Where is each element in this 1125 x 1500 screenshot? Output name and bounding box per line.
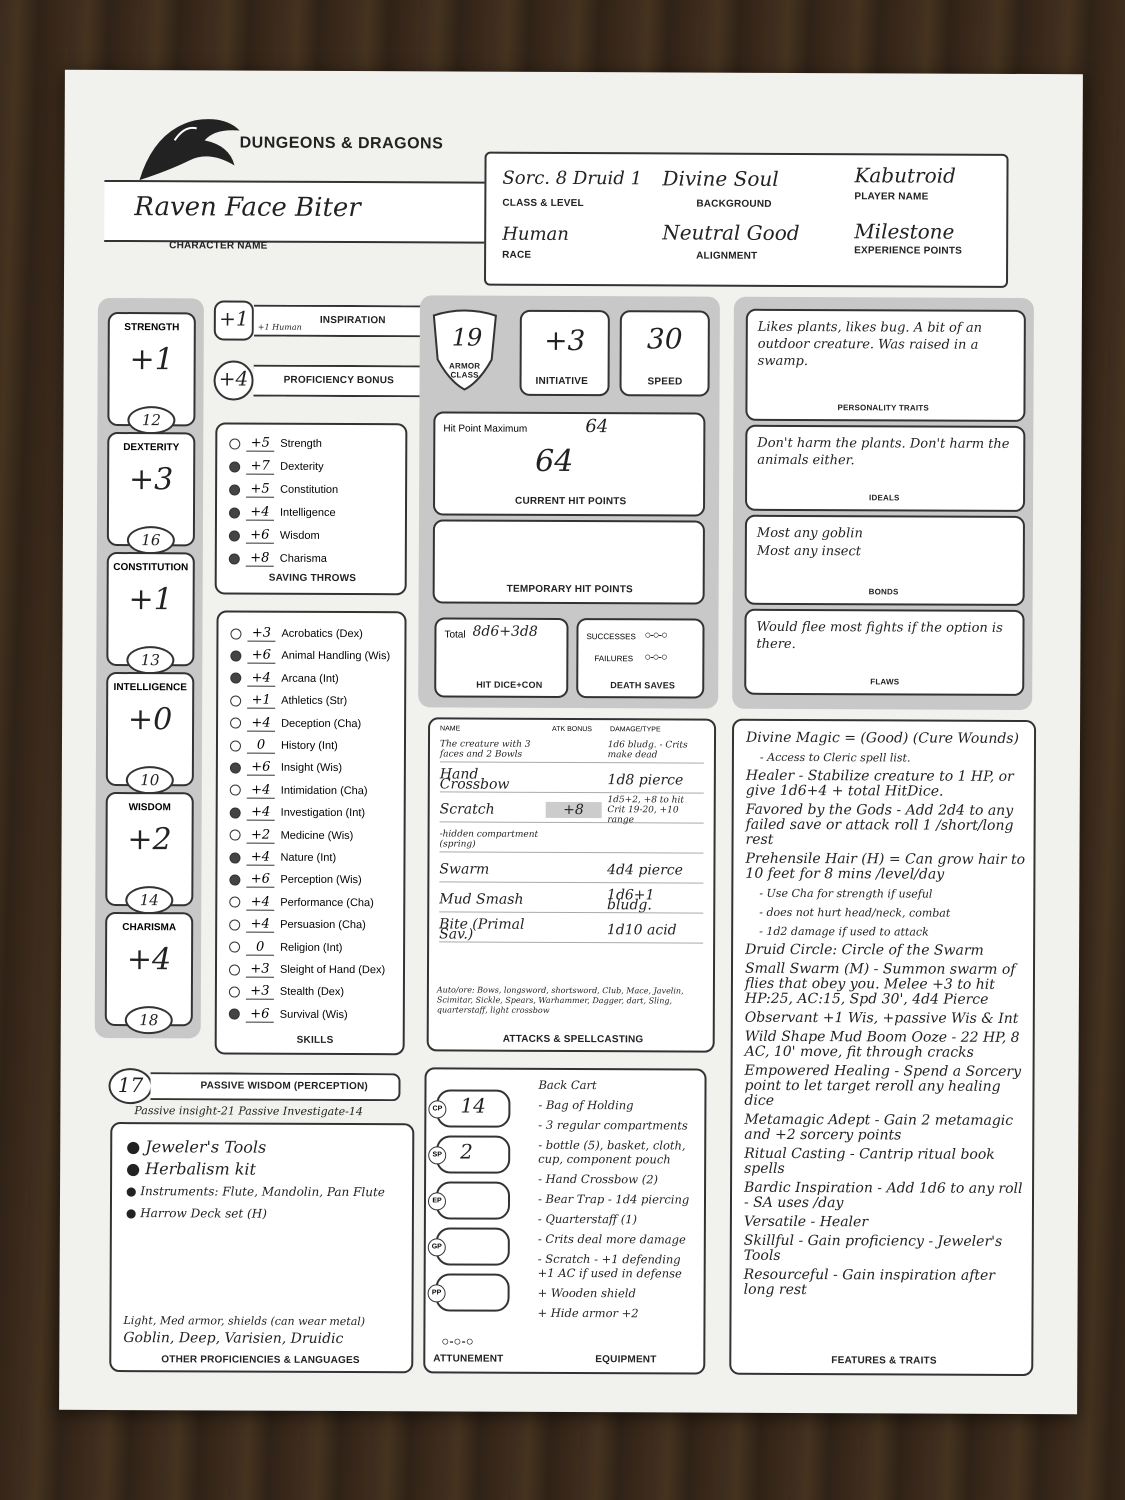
attack-name: Hand Crossbow [439,766,510,793]
proficiency-text: Instruments: Flute, Mandolin, Pan Flute [140,1184,385,1200]
ability-score: 10 [126,766,174,794]
skill-modifier: +4 [247,715,275,731]
skill-row[interactable] [230,667,339,689]
bullet-icon: ● [126,1184,141,1199]
skill-row[interactable] [229,847,336,869]
speed-value: 30 [646,322,683,356]
feature-line: Bardic Inspiration - Add 1d6 to any roll - SA uses /day [743,1179,1023,1212]
skill-row[interactable] [229,891,374,914]
skills-list [219,612,405,1022]
saving-throw-row[interactable] [229,502,336,524]
feature-line: - does not hurt head/neck, combat [759,905,951,920]
feature-line: Favored by the Gods - Add 2d4 to any failed save or attack roll 1 /short/long rest [745,801,1014,848]
proficiency-dot[interactable] [230,785,241,796]
skill-modifier: +3 [247,626,275,642]
attack-row[interactable] [440,767,704,793]
skill-name: Animal Handling (Wis) [281,650,391,663]
skill-name: Persuasion (Cha) [280,918,366,932]
skill-row[interactable] [230,802,365,825]
character-name-label: CHARACTER NAME [169,240,268,252]
personality-value: Likes plants, likes bug. A bit of an outdoor creature. Was raised in a swamp. [757,319,982,370]
skill-name: Religion (Int) [280,941,343,954]
class-level-label: CLASS & LEVEL [502,197,584,210]
attacks-notes: Auto/ore: Bows, longsword, shortsword, Club, Mace, Javelin, Scimitar, Sickle, Spears, Warhammer, Dagger, dart, Sling, quarterstaff, light crossbow [436,985,684,1015]
skill-name: Deception (Cha) [281,717,362,730]
attack-bonus: +8 [546,802,602,818]
bonds-box[interactable] [745,515,1025,606]
inspiration-value: +1 [219,306,249,331]
ability-modifier: +2 [127,822,172,858]
proficiency-dot[interactable] [229,874,240,885]
skill-name: Intimidation (Cha) [280,784,368,797]
equipment-line: - Bag of Holding [538,1097,634,1113]
passive-wisdom-circle[interactable] [108,1068,152,1104]
skill-row[interactable] [230,645,390,668]
temp-hp-label: TEMPORARY HIT POINTS [506,583,633,596]
skill-modifier: +3 [246,962,274,978]
skill-name: Nature (Int) [280,851,337,864]
passive-wisdom-bar [150,1072,400,1101]
saving-throw-modifier: +8 [246,551,274,567]
proficiency-value: +4 [218,366,249,391]
coin-code: PP [428,1284,446,1302]
temp-hp-box[interactable] [433,519,705,604]
ability-score: 16 [127,526,175,554]
proficiency-dot[interactable] [229,852,240,863]
attacks-col-name: NAME [440,725,461,733]
armor-class-label: ARMOR CLASS [449,361,481,380]
ability-charisma[interactable] [105,912,193,1030]
ability-name: CHARISMA [122,922,177,934]
attack-damage: 1d5+2, +8 to hit Crit 19-20, +10 range [607,795,685,826]
skill-row[interactable] [230,779,368,802]
skill-modifier: +6 [246,1006,274,1022]
bullet-icon: ● [125,1206,141,1221]
logo-title: DUNGEONS & DRAGONS [239,134,444,153]
skill-name: Stealth (Dex) [279,986,345,999]
equipment-line: - Hand Crossbow (2) [538,1171,659,1187]
ability-name: CONSTITUTION [113,562,189,574]
proficiency-dot[interactable] [229,484,240,495]
attack-row[interactable] [439,887,703,913]
saving-throw-name: Constitution [280,483,339,496]
attack-name: Scratch [439,801,495,818]
ability-strength[interactable] [107,312,195,430]
attack-row[interactable] [439,917,703,943]
coin-code: SP [428,1146,446,1164]
equipment-line: Back Cart [538,1077,597,1093]
features-box [729,719,1036,1376]
coin-pp[interactable] [431,1273,510,1311]
attack-row[interactable] [440,737,704,763]
inspiration-box[interactable] [214,300,254,340]
header-info-box [484,152,1009,288]
coin-value: 2 [460,1139,473,1164]
proficiency-dot[interactable] [229,438,240,449]
equipment-line: + Wooden shield [537,1285,636,1301]
skill-row[interactable] [229,869,361,892]
proficiency-dot[interactable] [230,762,241,773]
attack-damage: 1d10 acid [606,922,677,939]
armor-class-value: 19 [451,323,483,352]
skill-name: Insight (Wis) [280,762,343,775]
armor-proficiency: Light, Med armor, shields (can wear metal) [123,1314,366,1329]
ability-name: INTELLIGENCE [113,682,187,694]
ability-score: 14 [125,886,173,914]
skill-modifier: +4 [247,670,275,686]
attunement-circles[interactable]: ○-○-○ [441,1333,474,1349]
saving-throws-label: SAVING THROWS [268,572,357,585]
saving-throw-modifier: +5 [246,482,274,498]
ability-wisdom[interactable] [105,792,193,910]
skill-modifier: +1 [247,693,275,709]
feature-line: Metamagic Adept - Gain 2 metamagic and +2 sorcery points [744,1111,1014,1144]
speed-box[interactable] [620,310,710,396]
attacks-label: ATTACKS & SPELLCASTING [502,1033,644,1046]
skill-modifier: 0 [246,939,274,955]
skill-row[interactable] [229,1003,348,1026]
current-hp-box[interactable] [433,411,705,516]
proficiency-box[interactable] [213,360,253,400]
inspiration-bar [254,305,436,338]
feature-line: Observant +1 Wis, +passive Wis & Int [744,1009,1019,1027]
proficiency-dot[interactable] [229,942,240,953]
bullet-icon: ● [126,1159,146,1179]
saving-throw-name: Intelligence [279,506,336,519]
proficiency-dot[interactable] [229,553,240,564]
ability-name: DEXTERITY [123,442,180,454]
saving-throw-name: Strength [280,437,322,450]
race-value[interactable]: Human [502,223,569,245]
feature-line: Druid Circle: Circle of the Swarm [745,941,984,959]
saving-throw-row[interactable] [229,525,320,547]
coin-code: GP [428,1238,446,1256]
alignment-label: ALIGNMENT [696,250,758,262]
ideals-box[interactable] [745,425,1025,512]
skill-row[interactable] [230,757,342,779]
flaws-label: FLAWS [870,677,900,687]
background-label: BACKGROUND [696,198,772,210]
saving-throw-modifier: +5 [246,436,274,452]
skill-modifier: +6 [247,648,275,664]
character-sheet [59,70,1083,1414]
skill-modifier: +2 [247,827,275,843]
proficiency-dot[interactable] [230,807,241,818]
bonds-line-2: Most any insect [756,543,862,560]
feature-line: - Use Cha for strength if useful [759,886,933,901]
hp-current-value: 64 [535,443,574,480]
proficiency-list [126,1136,385,1225]
hit-dice-total-label: Total [444,629,466,641]
attack-damage: 1d6+1 bludg. [606,887,655,914]
equipment-label: EQUIPMENT [595,1354,657,1366]
proficiency-dot[interactable] [230,830,241,841]
initiative-label: INITIATIVE [535,375,588,388]
ability-dexterity[interactable] [107,432,195,550]
attack-name: The creature with 3 faces and 2 Bowls [439,739,531,760]
ideals-value: Don't harm the plants. Don't harm the animals either. [757,435,1010,469]
proficiency-label: PROFICIENCY BONUS [283,374,395,387]
skill-name: Arcana (Int) [281,672,339,685]
saving-throw-modifier: +6 [246,528,274,544]
skill-modifier: +4 [247,782,275,798]
inspiration-note: +1 Human [257,322,302,332]
passive-wisdom-value: 17 [117,1073,144,1098]
skill-row[interactable] [230,712,361,735]
ability-modifier: +0 [127,702,173,738]
hit-dice-box[interactable] [434,617,568,698]
death-saves-label: DEATH SAVES [610,680,676,691]
saving-throw-modifier: +7 [246,459,274,475]
feature-line: - 1d2 damage if used to attack [759,924,929,939]
saving-throw-name: Dexterity [280,460,324,473]
flaws-value: Would flee most fights if the option is there. [756,619,1003,652]
skill-name: History (Int) [280,739,338,752]
attack-damage: 4d4 pierce [607,862,683,879]
attacks-box [427,717,716,1052]
coin-gp[interactable] [431,1227,510,1265]
armor-class-shield[interactable] [430,309,500,391]
equipment-box [423,1067,706,1374]
experience-label: EXPERIENCE POINTS [854,245,963,257]
hp-max-label: Hit Point Maximum [443,423,528,435]
saving-throw-row[interactable] [229,548,327,570]
personality-label: PERSONALITY TRAITS [837,403,929,413]
skills-label: SKILLS [296,1034,334,1046]
skill-modifier: 0 [247,738,275,754]
hp-current-label: CURRENT HIT POINTS [515,495,627,508]
proficiency-dot[interactable] [230,695,241,706]
skill-name: Survival (Wis) [279,1008,348,1021]
bonds-line-1: Most any goblin [756,525,863,542]
skill-name: Athletics (Str) [281,694,348,708]
ability-score: 12 [127,406,175,434]
skill-row[interactable] [230,824,354,847]
coin-ep[interactable] [432,1181,510,1219]
proficiency-item [126,1136,385,1159]
successes-label: SUCCESSES [586,632,636,642]
ability-name: WISDOM [128,802,171,814]
feature-line: Resourceful - Gain inspiration after long rest [743,1266,996,1299]
coin-value: 14 [460,1093,486,1118]
proficiency-dot[interactable] [229,507,240,518]
attack-row[interactable] [440,827,704,853]
attacks-col-bonus: ATK BONUS [552,725,593,734]
skill-name: Investigation (Int) [280,806,366,820]
other-proficiencies-label: OTHER PROFICIENCIES & LANGUAGES [161,1354,360,1367]
skill-modifier: +4 [246,850,274,866]
proficiency-dot[interactable] [229,1009,240,1020]
speed-label: SPEED [647,376,683,388]
background-value[interactable]: Divine Soul [662,166,779,191]
inspiration-label: INSPIRATION [319,314,386,327]
failures-label: FAILURES [594,654,634,664]
skill-row[interactable] [230,623,362,646]
ability-constitution[interactable] [106,552,194,670]
coin-cp[interactable] [432,1089,510,1127]
successes-circles[interactable]: ○-○-○ [644,629,667,642]
proficiency-item [126,1158,385,1181]
attunement-label: ATTUNEMENT [433,1353,504,1365]
attack-row[interactable] [439,795,704,826]
equipment-line: - Bear Trap - 1d4 piercing [537,1191,690,1207]
skill-row[interactable] [229,914,366,937]
saving-throw-name: Charisma [279,552,327,565]
bullet-icon: ● [126,1137,146,1157]
feature-line: Divine Magic = (Good) (Cure Wounds) [745,729,1020,747]
skill-modifier: +6 [247,760,275,776]
alignment-value[interactable]: Neutral Good [662,220,800,245]
feature-line: Skillful - Gain proficiency - Jeweler's Tools [743,1232,1003,1264]
skill-modifier: +4 [246,894,274,910]
experience-value[interactable]: Milestone [854,219,955,244]
attacks-col-damage: DAMAGE/TYPE [610,726,661,734]
skill-name: Sleight of Hand (Dex) [279,963,386,977]
failures-circles[interactable]: ○-○-○ [644,651,667,664]
proficiency-item [126,1202,385,1225]
skill-name: Acrobatics (Dex) [281,627,363,641]
proficiency-dot[interactable] [229,897,240,908]
proficiency-dot[interactable] [229,919,240,930]
proficiency-text: Harrow Deck set (H) [140,1206,267,1221]
skill-modifier: +4 [247,805,275,821]
features-label: FEATURES & TRAITS [831,1355,937,1367]
saving-throw-modifier: +4 [246,505,274,521]
class-level-value[interactable]: Sorc. 8 Druid 1 [502,167,643,190]
other-proficiencies-box [109,1122,414,1373]
initiative-value: +3 [544,323,586,358]
skill-name: Medicine (Wis) [280,829,354,842]
attack-row[interactable] [439,857,703,883]
proficiency-dot[interactable] [230,628,241,639]
attack-damage: 1d6 bludg. - Crits make dead [607,740,688,761]
feature-line: - Access to Cleric spell list. [759,750,911,765]
ideals-label: IDEALS [869,493,900,503]
attack-name: -hidden compartment (spring) [439,829,539,850]
saving-throw-row[interactable] [229,433,322,455]
character-name-value[interactable]: Raven Face Biter [134,192,361,224]
skills-box [215,610,407,1055]
saving-throw-name: Wisdom [279,529,320,542]
proficiency-text: Herbalism kit [145,1159,257,1179]
skill-row[interactable] [229,936,342,958]
player-name-label: PLAYER NAME [854,191,929,203]
attack-name: Swarm [439,861,490,878]
passive-wisdom-label: PASSIVE WISDOM (PERCEPTION) [200,1080,368,1093]
proficiency-text: Jeweler's Tools [145,1137,267,1157]
saving-throw-row[interactable] [229,456,324,478]
skill-name: Performance (Cha) [280,896,374,909]
proficiency-dot[interactable] [230,650,241,661]
features-list [744,731,1028,1303]
ability-modifier: +1 [128,582,173,618]
feature-line: Ritual Casting - Cantrip ritual book spells [744,1145,995,1177]
skill-modifier: +4 [246,917,274,933]
proficiency-dot[interactable] [229,964,240,975]
equipment-line: - Scratch - +1 defending +1 AC if used in defense [537,1251,682,1281]
proficiency-dot[interactable] [229,986,240,997]
ability-modifier: +1 [129,342,174,378]
ability-modifier: +4 [126,942,172,978]
proficiency-item [126,1180,385,1203]
passive-notes: Passive insight-21 Passive Investigate-14 [134,1104,363,1119]
equipment-line: - Quarterstaff (1) [537,1211,638,1227]
initiative-box[interactable] [520,310,610,396]
skill-name: Perception (Wis) [280,874,362,887]
player-name-value[interactable]: Kabutroid [854,163,956,188]
bonds-label: BONDS [868,587,899,597]
hit-dice-total-value: 8d6+3d8 [472,623,538,640]
hp-max-value: 64 [585,416,609,438]
flaws-box[interactable] [744,609,1024,696]
saving-throws-list [217,424,405,566]
feature-line: Versatile - Healer [743,1213,869,1231]
character-name-banner [104,180,484,244]
proficiency-dot[interactable] [230,718,241,729]
hit-dice-label: HIT DICE+CON [476,679,543,690]
death-saves-box [576,618,704,699]
equipment-list [537,1078,698,1327]
feature-line: Small Swarm (M) - Summon swarm of flies that obey you. Melee +3 to hit HP:25, AC:15, Spd 30', 4d4 Pierce [744,960,1016,1008]
skill-modifier: +3 [246,984,274,1000]
feature-line: Healer - Stabilize creature to 1 HP, or give 1d6+4 + total HitDice. [745,767,1014,800]
coin-code: CP [428,1100,446,1118]
skill-row[interactable] [230,690,347,713]
ability-intelligence[interactable] [106,672,194,790]
attack-damage: 1d8 pierce [607,772,684,789]
ability-name: STRENGTH [124,322,180,334]
proficiency-bar [254,365,436,398]
feature-line: Prehensile Hair (H) = Can grow hair to 10 feet for 8 mins /level/day [745,850,1026,883]
skill-modifier: +6 [246,872,274,888]
attack-name: Bite (Primal Sav.) [439,916,525,943]
proficiency-dot[interactable] [230,740,241,751]
equipment-line: - bottle (5), basket, cloth, cup, component pouch [538,1137,686,1167]
attack-name: Mud Smash [439,891,524,908]
ability-score: 13 [126,646,174,674]
proficiency-dot[interactable] [229,461,240,472]
skill-row[interactable] [229,959,385,982]
proficiency-dot[interactable] [229,530,240,541]
skill-row[interactable] [230,735,338,757]
coin-code: EP [428,1192,446,1210]
feature-line: Empowered Healing - Spend a Sorcery point to let target reroll any healing dice [744,1062,1022,1109]
saving-throw-row[interactable] [229,479,338,501]
coin-sp[interactable] [432,1135,510,1173]
languages: Goblin, Deep, Varisien, Druidic [123,1330,344,1348]
ability-modifier: +3 [128,462,174,498]
skill-row[interactable] [229,981,344,1004]
feature-line: Wild Shape Mud Boom Ooze - 22 HP, 8 AC, 10' move, fit through cracks [744,1028,1020,1061]
equipment-line: - 3 regular compartments [538,1117,688,1133]
race-label: RACE [502,249,532,261]
personality-box[interactable] [745,309,1025,422]
equipment-line: + Hide armor +2 [537,1305,639,1321]
ability-score: 18 [125,1006,173,1034]
equipment-line: - Crits deal more damage [537,1231,686,1247]
proficiency-dot[interactable] [230,673,241,684]
saving-throws-box [215,422,408,595]
